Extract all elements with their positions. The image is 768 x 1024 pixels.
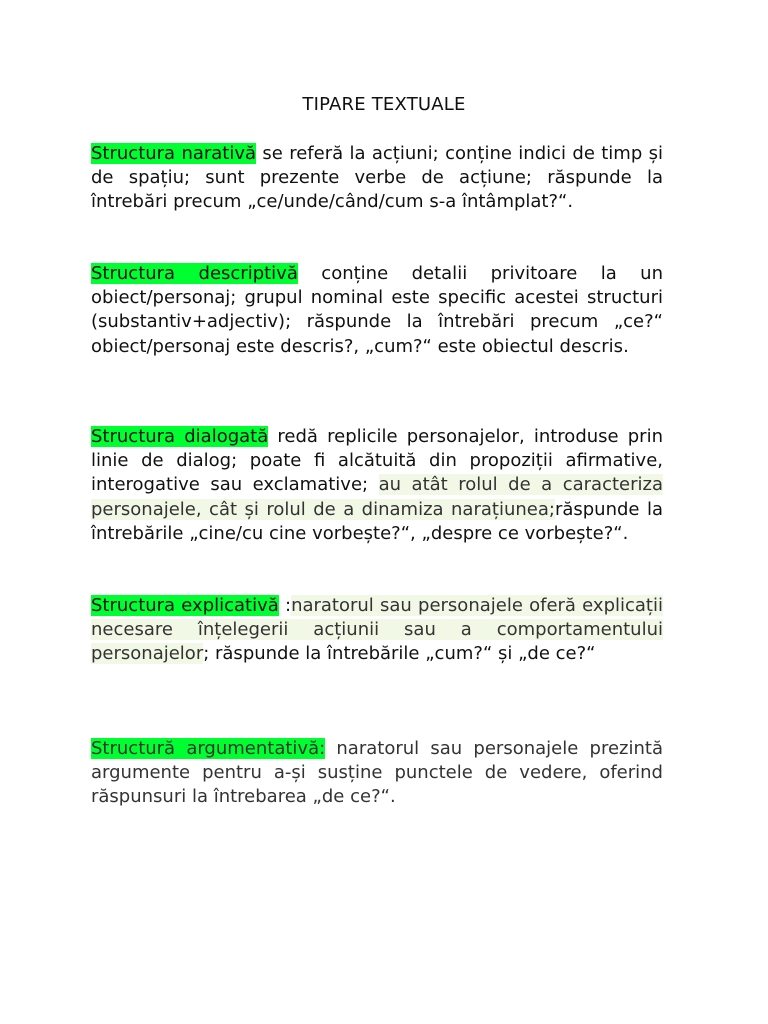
paragraph-dialogue-text-after: răspunde la întrebările „cine/cu cine vorbește?“, „despre ce vorbește?“. [91,498,663,544]
paragraph-dialogue [91,425,663,546]
term-descriptive: Structura descriptivă [91,263,298,284]
paragraph-descriptive [91,262,663,359]
term-narrative: Structura narativă [91,143,257,164]
paragraph-dialogue-highlight: au atât rolul de a caracteriza personajele, cât și rolul de a dinamiza narațiunea; [91,474,663,520]
term-argumentative: Structură argumentativă: [91,738,326,759]
paragraph-descriptive-text: conține detalii privitoare la un obiect/personaj; grupul nominal este specific acestei structuri (substantiv+adjectiv); răspunde la întrebări precum „ce?“ obiect/personaj este descris?, „cum?“ este obiectul descris. [91,263,663,357]
term-explicative: Structura explicativă [91,595,279,616]
paragraph-explicative-text-after: ; răspunde la întrebările „cum?“ și „de ce?“ [203,643,596,665]
paragraph-argumentative [91,737,663,810]
page-title: TIPARE TEXTUALE [302,94,466,115]
term-dialogue: Structura dialogată [91,426,269,447]
paragraph-explicative-text-before: : [278,595,292,616]
paragraph-narrative [91,142,663,215]
paragraph-explicative-highlight: naratorul sau personajele oferă explicații necesare înțelegerii acțiunii sau a comportamentului personajelor [91,595,663,665]
paragraph-dialogue-text-before: redă replicile personajelor, introduse prin linie de dialog; poate fi alcătuită din propoziții afirmative, interogative sau exclamative; [91,426,663,496]
paragraph-argumentative-text: naratorul sau personajele prezintă argumente pentru a-și susține punctele de vedere, oferind răspunsuri la întrebarea „de ce?“. [91,738,663,808]
paragraph-explicative [91,594,663,667]
paragraph-narrative-text: se referă la acțiuni; conține indici de timp și de spațiu; sunt prezente verbe de acțiune; răspunde la întrebări precum „ce/unde/când/cum s-a întâmplat?“. [91,143,663,213]
